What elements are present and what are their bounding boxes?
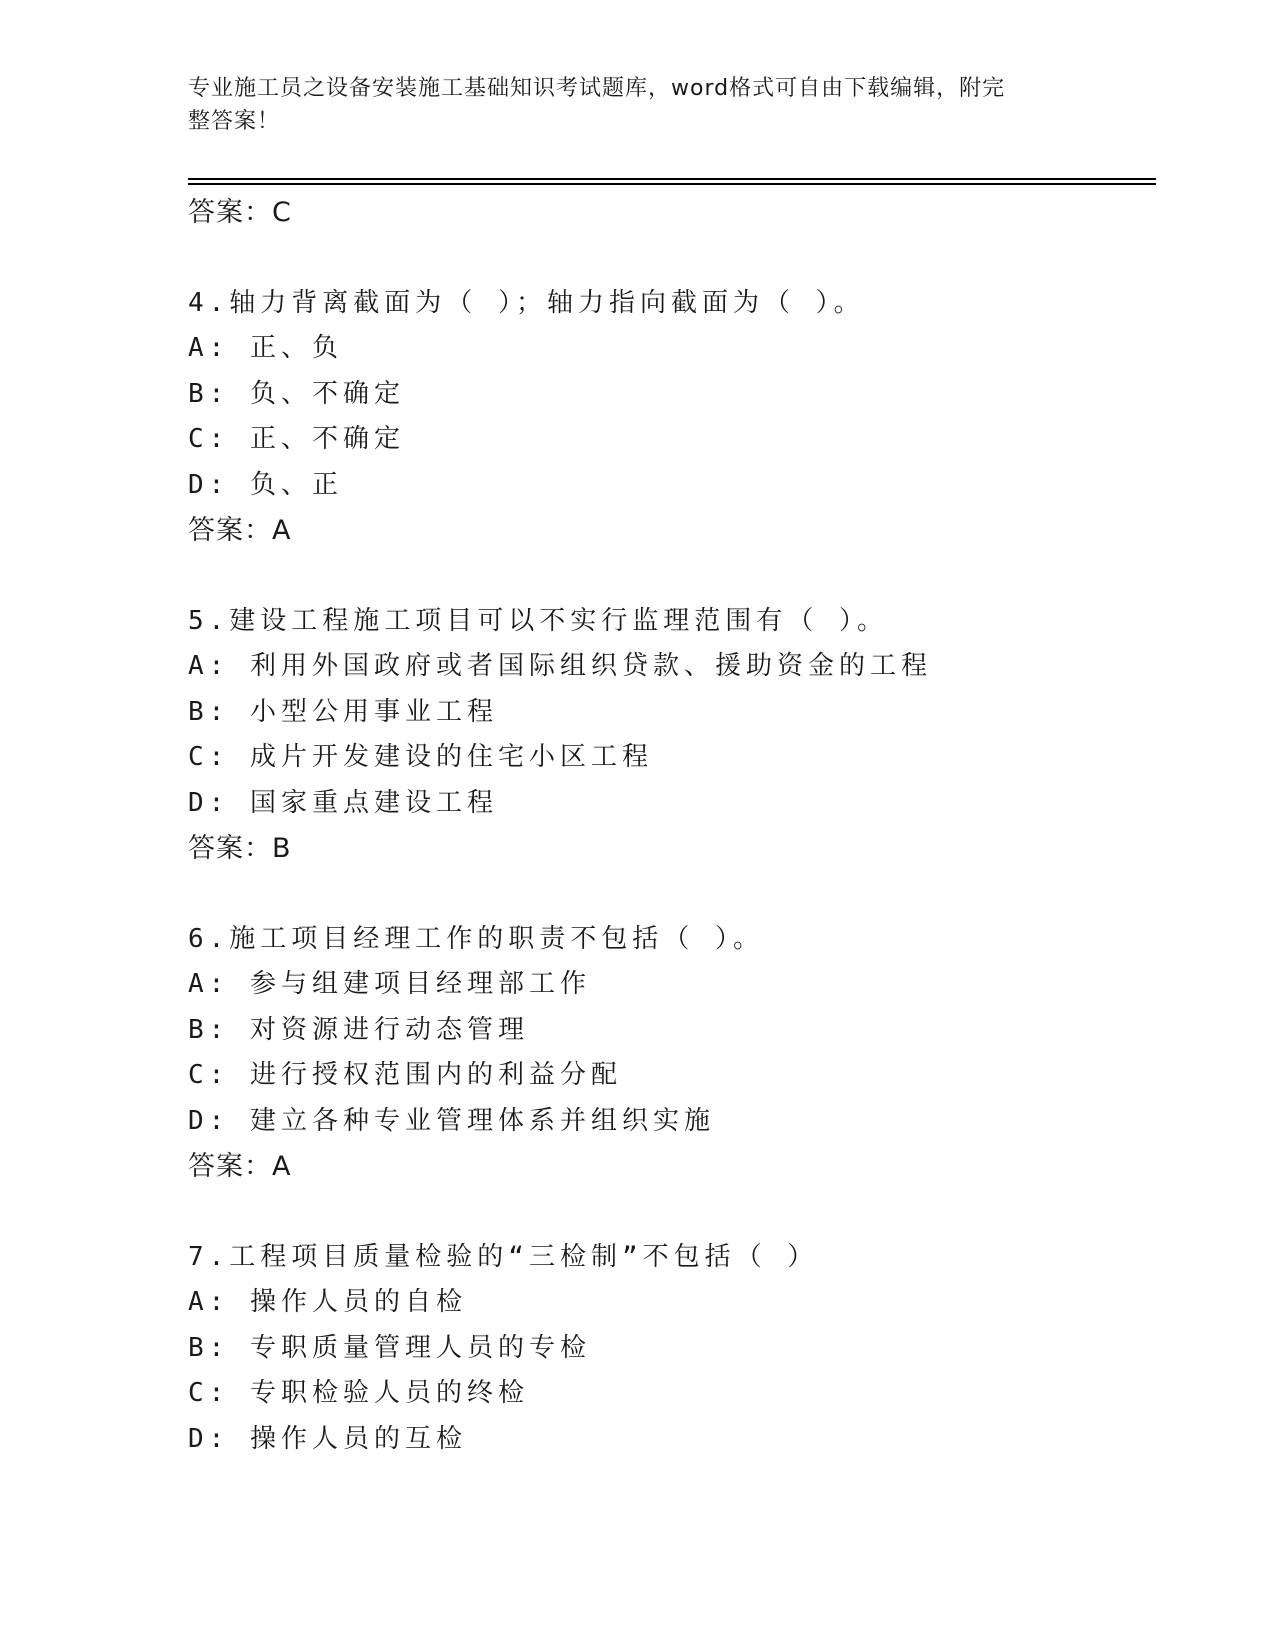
header-divider-top (188, 178, 1156, 180)
answer-line: 答案：B (188, 833, 292, 864)
option-a: A: 利用外国政府或者国际组织贷款、援助资金的工程 (188, 651, 932, 681)
option-d: D: 操作人员的互检 (188, 1423, 467, 1454)
question-stem: 4.轴力背离截面为（ ）；轴力指向截面为（ ）。 (188, 287, 865, 318)
question-stem: 7.工程项目质量检验的“三检制”不包括（ ） (188, 1241, 819, 1272)
option-c: C: 成片开发建设的住宅小区工程 (188, 742, 653, 772)
option-b: B: 对资源进行动态管理 (188, 1014, 529, 1045)
answer-line: 答案：A (188, 1151, 292, 1182)
header-line-2: 整答案！ (188, 109, 281, 134)
spacer (188, 872, 1148, 917)
option-a: A: 正、负 (188, 333, 343, 363)
option-c: C: 专职检验人员的终检 (188, 1378, 529, 1408)
option-b: B: 专职质量管理人员的专检 (188, 1332, 591, 1363)
option-a: A: 参与组建项目经理部工作 (188, 969, 591, 999)
option-b: B: 小型公用事业工程 (188, 696, 498, 727)
question-block (188, 599, 1148, 872)
spacer (188, 554, 1148, 599)
question-list (188, 190, 1148, 1462)
question-stem: 5.建设工程施工项目可以不实行监理范围有（ ）。 (188, 605, 888, 636)
question-block (188, 281, 1148, 554)
option-d: D: 负、正 (188, 469, 343, 500)
option-c: C: 正、不确定 (188, 424, 405, 454)
option-c: C: 进行授权范围内的利益分配 (188, 1060, 622, 1090)
option-d: D: 国家重点建设工程 (188, 787, 498, 818)
answer-line: 答案：C (188, 197, 292, 228)
option-b: B: 负、不确定 (188, 378, 405, 409)
option-d: D: 建立各种专业管理体系并组织实施 (188, 1105, 715, 1136)
spacer (188, 236, 1148, 281)
question-stem: 6.施工项目经理工作的职责不包括（ ）。 (188, 923, 764, 954)
header-line-1: 专业施工员之设备安装施工基础知识考试题库，word格式可自由下载编辑，附完 (188, 76, 1006, 101)
option-a: A: 操作人员的自检 (188, 1287, 467, 1317)
question-block (188, 1235, 1148, 1463)
answer-line: 答案：A (188, 515, 292, 546)
document-header (188, 72, 1068, 138)
spacer (188, 1190, 1148, 1235)
header-divider-bottom (188, 183, 1156, 185)
question-block (188, 917, 1148, 1190)
